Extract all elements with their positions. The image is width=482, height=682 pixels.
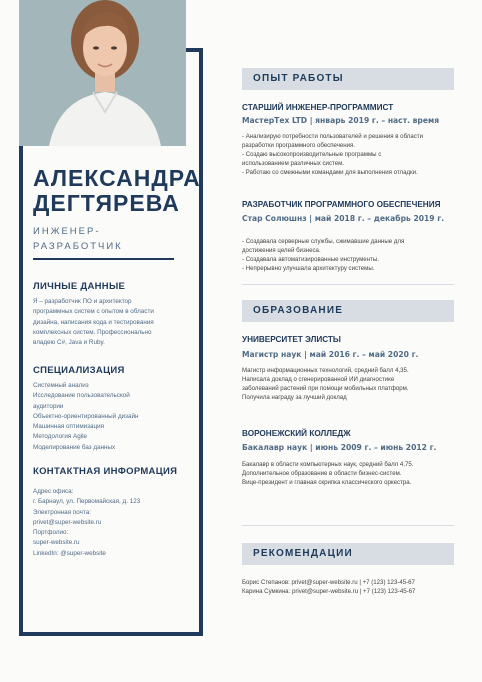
specialization-heading: СПЕЦИАЛИЗАЦИЯ [33,365,125,376]
school-line: Бакалавр в области компьютерных наук, средний балл 4,75. [242,461,414,468]
job-meta: Стар Солюшнз | май 2018 г. – декабрь 2019 г. [242,214,445,223]
section-divider [242,525,454,526]
school-description [242,460,452,487]
role-line-2: РАЗРАБОТЧИК [33,241,123,252]
contact-line: Адрес офиса: [33,488,74,495]
job-meta: МастерТех LTD | январь 2019 г. – наст. время [242,116,440,125]
contact-line: privet@super-website.ru [33,518,102,526]
job-description [242,132,452,177]
job-title: РАЗРАБОТЧИК ПРОГРАММНОГО ОБЕСПЕЧЕНИЯ [242,200,441,209]
personal-line: комплексных систем. Профессионально [33,328,152,336]
personal-text [33,297,178,348]
contact-line: super-website.ru [33,539,80,547]
experience-section-header [242,68,454,90]
school-line: Дополнительное образование в области бизнес-систем. [242,470,402,477]
specialization-item: Машинная оптимизация [33,423,105,431]
specialization-item: Исследование пользовательской [33,392,130,400]
person-name [33,165,201,216]
recommendation-line: Борис Степанов: privet@super-website.ru | +7 (123) 123-45-67 [242,579,415,586]
name-line-1: АЛЕКСАНДРА [33,165,201,191]
recommendations-section-header [242,543,454,565]
contact-line: г. Барнаул, ул. Первомайская, д. 123 [33,498,141,506]
specialization-item: аудитории [33,402,64,410]
job-line: - Непрерывно улучшала архитектуру системы. [242,265,375,272]
job-title: СТАРШИЙ ИНЖЕНЕР-ПРОГРАММИСТ [242,103,394,112]
section-divider [242,284,454,285]
job-line: - Создаю высокопроизводительные программы с [242,151,382,158]
contact-line: Портфолио: [33,529,69,537]
personal-line: дизайна, написания кода и тестирования [33,318,154,326]
job-line: - Работаю со смежными командами для выполнения отладки. [242,169,418,176]
name-line-2: ДЕГТЯРЕВА [33,190,180,216]
name-divider [33,258,174,260]
school-line: Получила награду за лучший доклад [242,394,347,401]
job-line: достижения целей бизнеса. [242,247,321,254]
portrait-illustration [19,0,186,146]
recommendations-heading: РЕКОМЕНДАЦИИ [253,548,353,559]
contact-list [33,487,178,559]
specialization-item: Объектно-ориентированный дизайн [33,412,139,420]
specialization-item: Методология Agile [33,433,88,441]
school-title: УНИВЕРСИТЕТ ЭЛИСТЫ [242,335,341,344]
recommendations-list [242,578,452,596]
job-line: - Создавала серверные службы, сжимавшие данные для [242,238,405,245]
school-meta: Бакалавр наук | июнь 2009 г. – июнь 2012 г. [242,443,437,452]
contact-line: Электронная почта: [33,508,91,516]
school-description [242,366,452,402]
profile-photo [19,0,186,146]
experience-heading: ОПЫТ РАБОТЫ [253,73,344,84]
school-title: ВОРОНЕЖСКИЙ КОЛЛЕДЖ [242,429,351,438]
personal-line: программных систем с опытом в области [33,308,154,316]
specialization-item: Системный анализ [33,382,89,389]
specialization-list [33,381,178,453]
role-line-1: ИНЖЕНЕР- [33,226,101,237]
education-heading: ОБРАЗОВАНИЕ [253,305,344,316]
person-role [33,224,173,254]
school-meta: Магистр наук | май 2016 г. – май 2020 г. [242,350,419,359]
education-section-header [242,300,454,322]
school-line: Вице-президент и главная скрипка классического оркестра. [242,479,412,486]
recommendation-line: Карина Сумкина: privet@super-website.ru | +7 (123) 123-45-67 [242,588,416,595]
job-line: - Анализирую потребности пользователей и решения в области [242,133,423,140]
job-description [242,237,452,273]
personal-heading: ЛИЧНЫЕ ДАННЫЕ [33,281,126,292]
school-line: Написала доклад о сгенерированной ИИ диагностике [242,376,395,383]
contact-heading: КОНТАКТНАЯ ИНФОРМАЦИЯ [33,466,178,477]
contact-line: LinkedIn: @super-website [33,549,106,557]
specialization-item: Моделирование баз данных [33,443,116,451]
school-line: Магистр информационных технологий, средний балл 4,35. [242,367,409,374]
personal-line: Я – разработчик ПО и архитектор [33,298,132,305]
job-line: разработки программного обеспечения. [242,142,356,149]
personal-line: владею C#, Java и Ruby. [33,339,105,347]
school-line: заболеваний растений при помощи мобильных платформ. [242,385,409,392]
job-line: - Создавала автоматизированные инструменты. [242,256,379,263]
job-line: использованием различных систем. [242,160,344,167]
